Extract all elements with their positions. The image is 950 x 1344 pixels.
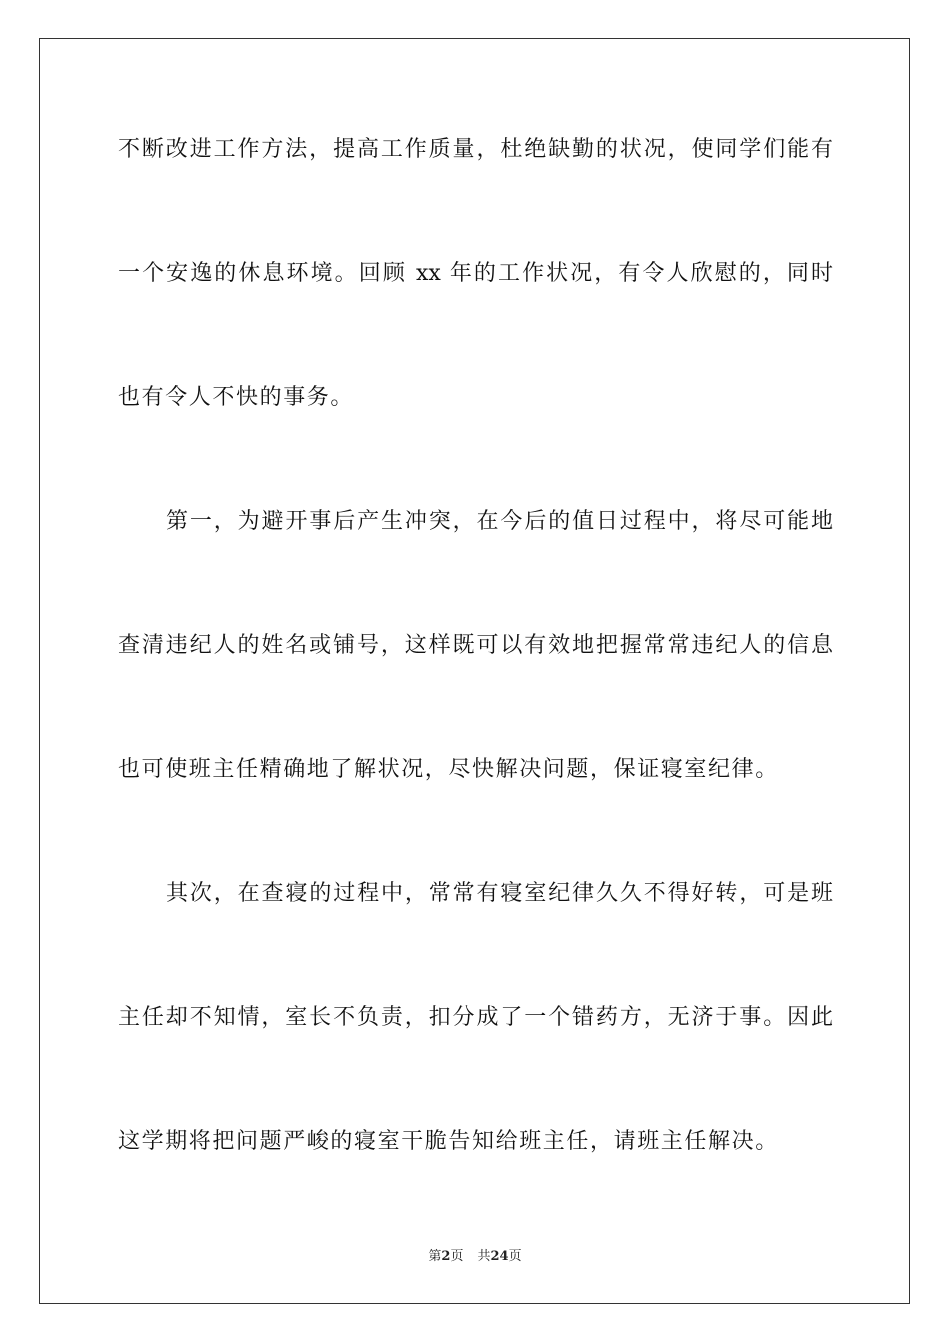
page-suffix: 页 bbox=[450, 1249, 464, 1264]
paragraph-1-line-2: 一个安逸的休息环境。回顾 xx 年的工作状况，有令人欣慰的，同时 bbox=[118, 261, 833, 286]
paragraph-3-line-2: 主任却不知情，室长不负责，扣分成了一个错药方，无济于事。因此 bbox=[118, 1005, 833, 1030]
page-border bbox=[39, 38, 910, 1304]
paragraph-1-line-3: 也有令人不快的事务。 bbox=[118, 385, 355, 410]
page-footer bbox=[0, 1248, 950, 1266]
current-page-number: 2 bbox=[441, 1249, 451, 1264]
paragraph-2-line-2: 查清违纪人的姓名或铺号，这样既可以有效地把握常常违纪人的信息 bbox=[118, 633, 833, 658]
paragraph-2-line-3: 也可使班主任精确地了解状况，尽快解决问题，保证寝室纪律。 bbox=[118, 757, 779, 782]
total-prefix: 共 bbox=[477, 1249, 491, 1264]
paragraph-2-line-1: 第一，为避开事后产生冲突，在今后的值日过程中，将尽可能地 bbox=[166, 509, 833, 534]
total-suffix: 页 bbox=[508, 1249, 522, 1264]
page-prefix: 第 bbox=[428, 1249, 442, 1264]
total-pages-number: 24 bbox=[490, 1249, 509, 1264]
paragraph-1-line-1: 不断改进工作方法，提高工作质量，杜绝缺勤的状况，使同学们能有 bbox=[118, 137, 833, 162]
paragraph-3-line-3: 这学期将把问题严峻的寝室干脆告知给班主任，请班主任解决。 bbox=[118, 1129, 779, 1154]
paragraph-3-line-1: 其次，在查寝的过程中，常常有寝室纪律久久不得好转，可是班 bbox=[166, 881, 833, 906]
